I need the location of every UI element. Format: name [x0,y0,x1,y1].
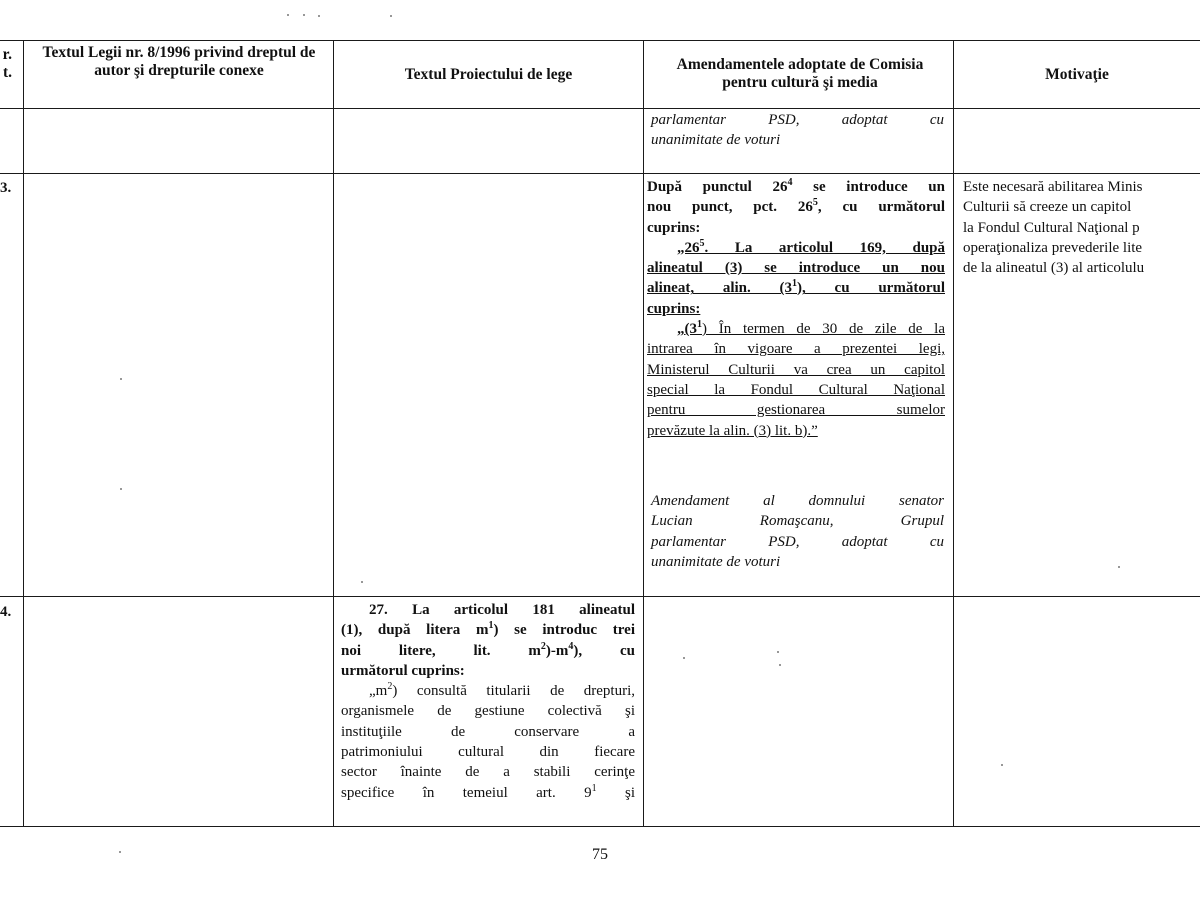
scan-speck [1118,566,1120,568]
note-line1: Amendament al domnului senator [651,493,944,509]
scan-speck [119,851,121,853]
note-line2: Lucian Romaşcanu, Grupul [651,513,944,530]
header-nr-bottom: t. [2,64,12,81]
note-line3: parlamentar PSD, adoptat cu [651,533,944,550]
motivation-line3: la Fondul Cultural Naţional p [963,219,1140,236]
amend-line12: pentru gestionarea sumelor [647,402,945,419]
prev-amend-line2: unanimitate de voturi [651,132,781,149]
scan-speck [120,488,122,490]
motivation-line5: de la alineatul (3) al articolulu [963,260,1145,277]
scan-speck [777,651,779,653]
project-line1: 27. La articolul 181 alineatul [369,602,635,618]
scan-speck [779,664,781,666]
project-line7: instituţiile de conservare a [341,723,635,740]
header-motivation: Motivaţie [1045,66,1109,83]
row-44-nr: 4. [0,604,12,620]
header-project-text: Textul Proiectului de lege [404,66,573,83]
header-bottom-border [0,108,1200,109]
page-number: 75 [592,846,608,863]
row-43-motivation [963,177,1200,278]
col-divider-amend [953,40,954,827]
project-line5: $„m^2$) consultă titularii de drepturi, [369,681,635,700]
project-line4: următorul cuprins: [341,662,465,679]
table-bottom-border [0,826,1200,827]
col-divider-nr [23,40,24,827]
row-43-amendment [647,177,945,441]
project-line6: organismele de gestiune colectivă şi [341,703,635,720]
amend-line9: intrarea în vigoare a prezentei legi, [647,341,945,358]
motivation-line2: Culturii să creeze un capitol [963,199,1132,216]
amend-line10: Ministerul Culturii va crea un capitol [647,361,945,378]
table-top-border [0,40,1200,41]
prev-row-amendment [651,110,944,151]
scan-speck [361,581,363,583]
scan-speck [303,14,305,16]
project-line3: noi litere, lit. $m^2)-m^4$), cu [341,640,635,659]
prev-amend-line1: parlamentar PSD, adoptat cu [651,112,944,128]
row-separator-1 [0,173,1200,174]
scan-speck [683,657,685,659]
project-line9: sector înainte de a stabili cerinţe [341,764,635,781]
col-divider-law [333,40,334,827]
row-43-nr: 3. [0,180,12,196]
note-line4: unanimitate de voturi [651,553,781,570]
row-44-project [341,600,635,803]
header-nr-top: r. [2,46,12,63]
scan-speck [390,15,392,17]
project-line10: specifice în temeiul art. $9^1$ şi [341,782,635,801]
amend-line13: prevăzute la alin. (3) lit. b).” [647,422,818,439]
amend-line8: $„(3^1)$ În termen de 30 de zile de la [677,319,945,338]
row-separator-2 [0,596,1200,597]
scan-speck [120,378,122,380]
amend-line3: cuprins: [647,219,701,236]
amend-line5: alineatul (3) se introduce un nou [647,260,945,277]
header-nr-cell [0,46,12,82]
header-amendments: Amendamentele adoptate de Comisia pentru cultură şi media [676,56,924,91]
amend-line6: alineat, alin. $(3^1)$, cu următorul [647,278,945,297]
project-line2: (1), după litera $m^1$) se introduc trei [341,620,635,639]
amend-line4: $„26^5$. La articolul 169, după [677,237,945,256]
motivation-line4: operaţionaliza prevederile lite [963,239,1143,256]
scan-speck [318,15,320,17]
amend-line2: nou punct, pct. $26^5$, cu următorul [647,197,945,216]
scan-speck [287,14,289,16]
motivation-line1: Este necesară abilitarea Minis [963,179,1143,195]
amend-line7: cuprins: [647,300,701,317]
scan-speck [1001,764,1003,766]
project-line8: patrimoniului cultural din fiecare [341,744,635,761]
row-43-amendment-note [651,491,944,572]
amend-line11: special la Fondul Cultural Naţional [647,381,945,398]
col-divider-project [643,40,644,827]
amend-line1: După punctul $26^4$ se introduce un [647,177,945,195]
header-law-text: Textul Legii nr. 8/1996 privind dreptul de autor şi drepturile conexe [42,44,316,79]
